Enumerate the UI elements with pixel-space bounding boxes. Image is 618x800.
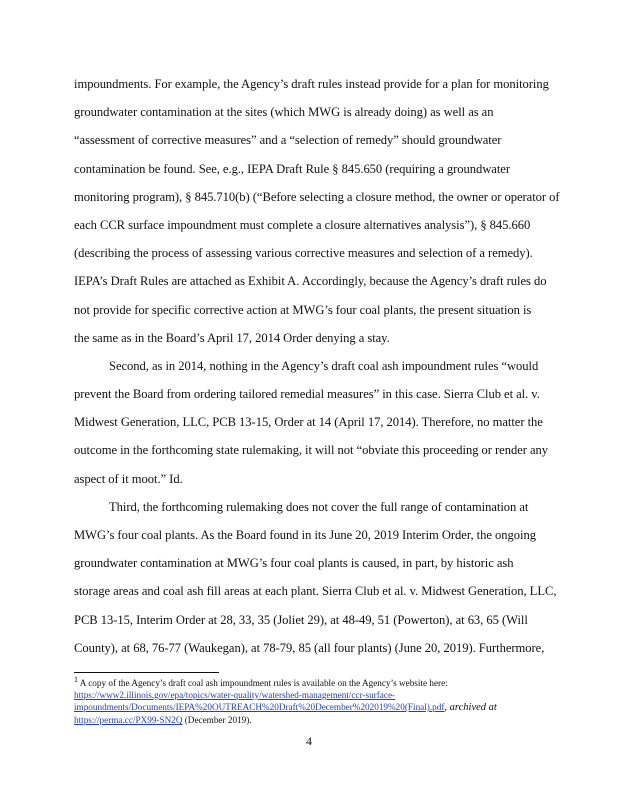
footnote-text: A copy of the Agency’s draft coal ash impoundment rules is available on the Agency’s website here:	[79, 678, 448, 688]
text-line: Midwest Generation, LLC, PCB 13-15, Order at 14 (April 17, 2014). Therefore, no matter the	[74, 415, 543, 430]
text-line: not provide for specific corrective action at MWG’s four coal plants, the present situation is	[74, 302, 532, 317]
text-line: MWG’s four coal plants. As the Board found in its June 20, 2019 Interim Order, the ongoing	[74, 528, 536, 542]
text-line: County), at 68, 76-77 (Waukegan), at 78-79, 85 (all four plants) (June 20, 2019). Furthermore,	[74, 640, 545, 655]
body-text	[74, 70, 560, 662]
text-line: storage areas and coal ash fill areas at each plant. Sierra Club et al. v. Midwest Generation, LLC,	[74, 584, 557, 599]
text-line: “assessment of corrective measures” and a “selection of remedy” should groundwater	[74, 133, 502, 148]
text-line: the same as in the Board’s April 17, 2014 Order denying a stay.	[74, 330, 390, 345]
text-line: outcome in the forthcoming state rulemaking, it will not “obviate this proceeding or render any	[74, 443, 549, 458]
footnote-link-part1[interactable]: https://www2.illinois.gov/epa/topics/water-quality/watershed-management/ccr-surface-	[74, 690, 396, 700]
footnote-divider	[74, 672, 219, 673]
archive-link[interactable]: https://perma.cc/PX99-SN2Q	[74, 715, 183, 725]
page-number: 4	[306, 734, 312, 748]
text-line: groundwater contamination at MWG’s four coal plants is caused, in part, by historic ash	[74, 556, 514, 571]
text-line: IEPA’s Draft Rules are attached as Exhibit A. Accordingly, because the Agency’s draft rules do	[74, 274, 547, 289]
text-line: prevent the Board from ordering tailored remedial measures” in this case. Sierra Club et al. v.	[74, 387, 540, 402]
text-line: each CCR surface impoundment must complete a closure alternatives analysis”), § 845.660	[74, 217, 531, 232]
text-line: contamination be found. See, e.g., IEPA Draft Rule § 845.650 (requiring a groundwater	[74, 161, 510, 176]
footnote-link-part2[interactable]: impoundments/Documents/IEPA%20OUTREACH%20Draft%20December%202019%20(Final).pdf	[74, 702, 445, 712]
footnote-marker: 1	[74, 674, 78, 684]
paragraph-start-line: Second, as in 2014, nothing in the Agency’s draft coal ash impoundment rules “would	[109, 358, 539, 373]
paragraph-start-line: Third, the forthcoming rulemaking does not cover the full range of contamination at	[109, 499, 529, 514]
footnote	[74, 674, 560, 726]
text-line: groundwater contamination at the sites (which MWG is already doing) as well as an	[74, 105, 494, 120]
text-line: aspect of it moot.” Id.	[74, 471, 183, 486]
text-line: monitoring program), § 845.710(b) (“Before selecting a closure method, the owner or operator of	[74, 189, 560, 204]
text-line: (describing the process of assessing various corrective measures and selection of a remedy).	[74, 246, 533, 261]
archived-label: , archived at	[444, 702, 497, 713]
archive-date: (December 2019).	[182, 715, 252, 725]
text-line: PCB 13-15, Interim Order at 28, 33, 35 (Joliet 29), at 48-49, 51 (Powerton), at 63, 65 (Will	[74, 612, 528, 627]
text-line: impoundments. For example, the Agency’s draft rules instead provide for a plan for monitoring	[74, 77, 549, 91]
